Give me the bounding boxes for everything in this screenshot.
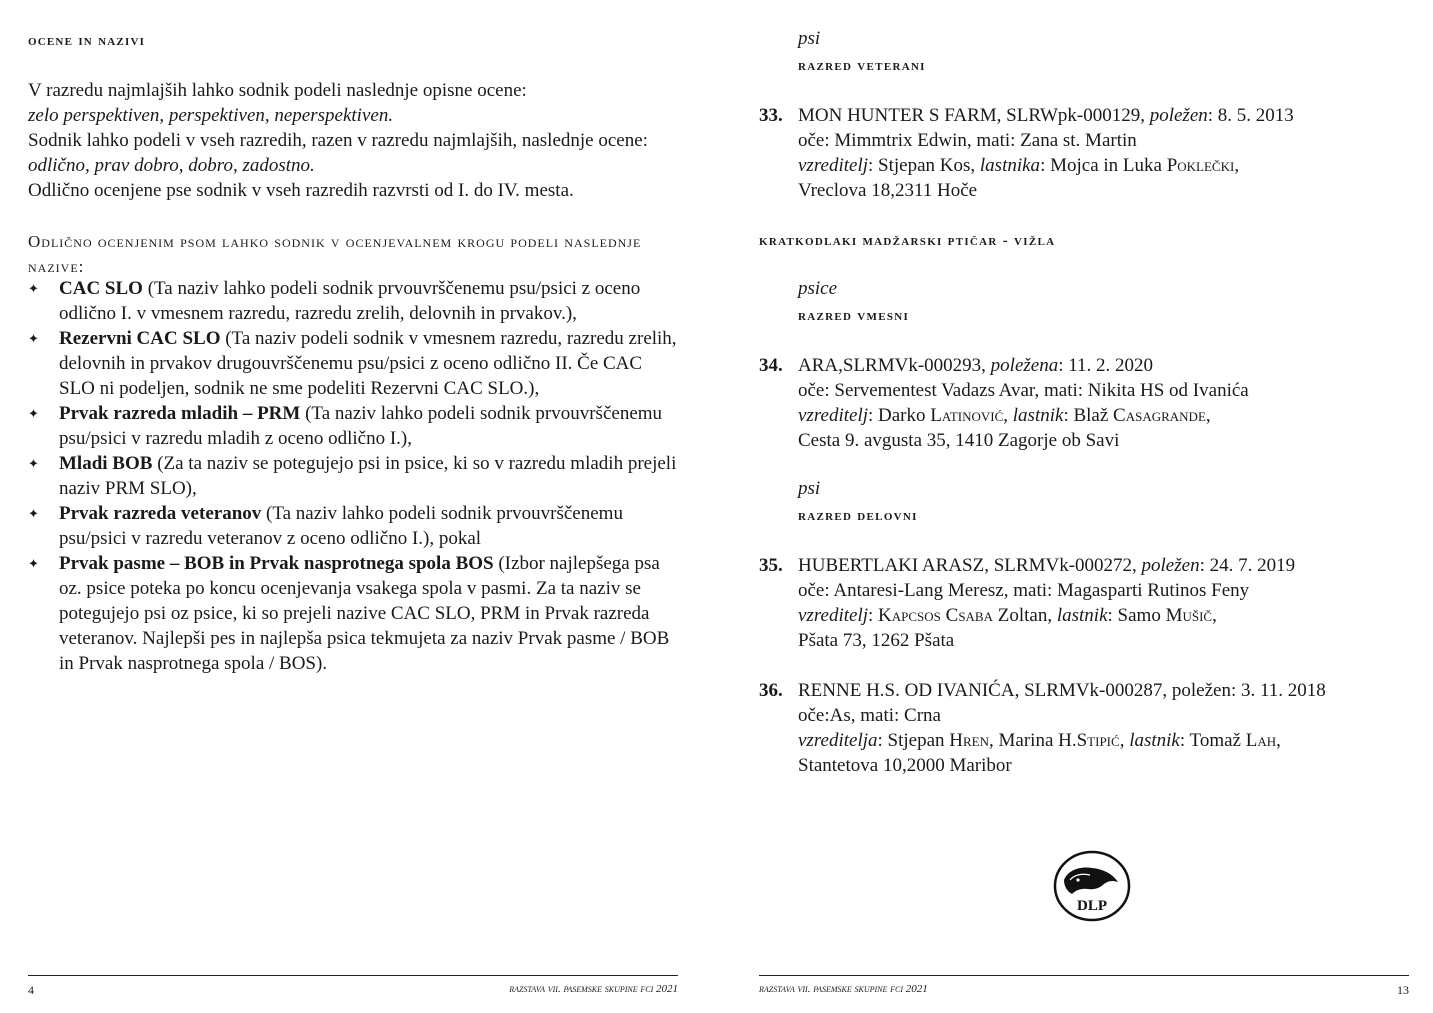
born-label: poležen	[1141, 555, 1200, 576]
breeder-surname: Latinović	[930, 405, 1004, 426]
dog-entry: 35. HUBERTLAKI ARASZ, SLRMVk-000272, poležen: 24. 7. 2019 oče: Antaresi-Lang Meresz, mati: Magasparti Rutinos Feny vzreditelj: Kapcsos Csaba Zoltan, lastnik: Samo Mušič, Pšata 73, 1262 Pšata	[759, 553, 1409, 653]
section-heading: ocene in nazivi	[28, 32, 146, 49]
title-description: (Ta naziv lahko podeli sodnik prvouvrščenemu psu/psici z oceno odlično I. v vmesnem razredu, razredu zrelih, delovnih in prvakov.),	[59, 278, 641, 324]
bullet-icon: ✦	[28, 331, 39, 346]
breeder-surname: Kapcsos Csaba	[878, 605, 993, 626]
title-name: Prvak razreda mladih – PRM	[59, 403, 301, 424]
left-page	[28, 0, 678, 1013]
dog-entry: 36. RENNE H.S. OD IVANIĆA, SLRMVk-000287, poležen: 3. 11. 2018 oče:As, mati: Crna vzreditelja: Stjepan Hren, Marina H.Stipić, lastnik: Tomaž Lah, Stantetova 10,2000 Maribor	[759, 678, 1409, 778]
address: Cesta 9. avgusta 35, 1410 Zagorje ob Savi	[798, 430, 1120, 451]
owner-surname: Mušič	[1165, 605, 1213, 626]
parents: oče: Servementest Vadazs Avar, mati: Nikita HS od Ivanića	[798, 380, 1249, 401]
list-item	[28, 451, 678, 501]
breeder-surname: Hren	[949, 730, 990, 751]
title-description: (Ta naziv lahko podeli sodnik prvouvrščenemu psu/psici v razredu veteranov z oceno odlično I.), pokal	[59, 503, 623, 549]
breeder-label: vzreditelj	[798, 405, 868, 426]
registration: , SLRWpk-000129,	[996, 105, 1150, 126]
title-name: Rezervni CAC SLO	[59, 328, 221, 349]
list-item	[28, 276, 678, 326]
breeder-label: vzreditelj	[798, 605, 868, 626]
entry-number: 33.	[759, 105, 783, 126]
class-label: razred delovni	[798, 508, 918, 524]
dog-entry: 33. MON HUNTER S FARM, SLRWpk-000129, poležen: 8. 5. 2013 oče: Mimmtrix Edwin, mati: Zana st. Martin vzreditelj: Stjepan Kos, lastnika: Mojca in Luka Poklečki, Vreclova 18,2311 Hoče	[759, 103, 1409, 203]
born-label: poležena	[990, 355, 1059, 376]
footer-text: razstava vii. pasemske skupine fci 2021	[509, 983, 678, 995]
dog-name: HUBERTLAKI ARASZ,	[798, 555, 989, 576]
list-item	[28, 501, 678, 551]
registration: SLRMVk-000287, poležen: 3. 11. 2018	[1019, 680, 1326, 701]
dog-name: MON HUNTER S FARM	[798, 105, 997, 126]
logo-text: DLP	[1077, 898, 1107, 914]
birth-date: : 11. 2. 2020	[1058, 355, 1154, 376]
owner-label: lastnik	[1012, 405, 1064, 426]
sex-label: psice	[798, 278, 838, 299]
list-item	[28, 401, 678, 451]
title-description: (Ta naziv lahko podeli sodnik prvouvrščenemu psu/psici v razredu mladih z oceno odlično I.),	[59, 403, 663, 449]
owner-surname: Lah	[1245, 730, 1277, 751]
title-name: Prvak razreda veteranov	[59, 503, 262, 524]
titles-intro: Odlično ocenjenim psom lahko sodnik v ocenjevalnem krogu podeli naslednje nazive:	[28, 232, 642, 276]
class-label: razred veterani	[798, 58, 926, 74]
breeder: : Darko	[868, 405, 931, 426]
footer-rule	[28, 975, 678, 976]
address: Pšata 73, 1262 Pšata	[798, 630, 955, 651]
birth-date: : 8. 5. 2013	[1207, 105, 1294, 126]
dog-name: ARA	[798, 355, 839, 376]
intro-paragraph	[28, 78, 648, 203]
birth-date: : 24. 7. 2019	[1199, 555, 1296, 576]
owner: : Tomaž	[1179, 730, 1246, 751]
owner-label: lastnik	[1056, 605, 1108, 626]
intro-line: zelo perspektiven, perspektiven, neperspektiven.	[28, 105, 394, 126]
breeder: : Stjepan	[877, 730, 950, 751]
intro-line: odlično, prav dobro, dobro, zadostno.	[28, 155, 315, 176]
footer-rule	[759, 975, 1409, 976]
owner: : Blaž	[1063, 405, 1114, 426]
owner: : Mojca in Luka	[1040, 155, 1167, 176]
parents: oče:As, mati: Crna	[798, 705, 941, 726]
breeder: : Stjepan Kos,	[868, 155, 980, 176]
dog-name: RENNE H.S. OD IVANIĆA,	[798, 680, 1020, 701]
breeder-surname: Stipić	[1076, 730, 1120, 751]
registration: ,SLRMVk-000293,	[838, 355, 991, 376]
breeder: , Marina H.	[989, 730, 1077, 751]
intro-line: Odlično ocenjene pse sodnik v vseh razredih razvrsti od I. do IV. mesta.	[28, 180, 574, 201]
title-description: (Za ta naziv se potegujejo psi in psice, ki so v razredu mladih prejeli naziv PRM SLO),	[59, 453, 677, 499]
address: Stantetova 10,2000 Maribor	[798, 755, 1012, 776]
parents: oče: Mimmtrix Edwin, mati: Zana st. Martin	[798, 130, 1137, 151]
owner: : Samo	[1107, 605, 1166, 626]
page-number: 4	[28, 983, 34, 997]
address: Vreclova 18,2311 Hoče	[798, 180, 978, 201]
bullet-icon: ✦	[28, 556, 39, 571]
intro-line: Sodnik lahko podeli v vseh razredih, razen v razredu najmlajših, naslednje ocene:	[28, 130, 648, 151]
title-description: (Ta naziv podeli sodnik v vmesnem razredu, razredu zrelih, delovnih in prvakov drugouvrščenemu psu/psici z oceno odlično II. Če CAC SLO ni podeljen, sodnik ne sme podeliti Rezervni CAC SLO.),	[59, 328, 677, 399]
title-name: Mladi BOB	[59, 453, 153, 474]
bullet-icon: ✦	[28, 506, 39, 521]
entry-number: 36.	[759, 680, 783, 701]
dog-entry: 34. ARA,SLRMVk-000293, poležena: 11. 2. 2020 oče: Servementest Vadazs Avar, mati: Nikita HS od Ivanića vzreditelj: Darko Latinović, lastnik: Blaž Casagrande, Cesta 9. avgusta 35, 1410 Zagorje ob Savi	[759, 353, 1409, 453]
page-number: 13	[1397, 983, 1409, 997]
born-label: poležen	[1149, 105, 1208, 126]
breed-title: kratkodlaki madžarski ptičar - vižla	[759, 233, 1056, 249]
parents: oče: Antaresi-Lang Meresz, mati: Magasparti Rutinos Feny	[798, 580, 1250, 601]
breeder-label: vzreditelja	[798, 730, 878, 751]
footer-text: razstava vii. pasemske skupine fci 2021	[759, 983, 928, 995]
title-name: Prvak pasme – BOB in Prvak nasprotnega spola BOS	[59, 553, 494, 574]
owner-surname: Poklečki	[1166, 155, 1235, 176]
entry-number: 35.	[759, 555, 783, 576]
bullet-icon: ✦	[28, 281, 39, 296]
sex-label: psi	[798, 478, 821, 499]
list-item	[28, 326, 678, 401]
registration: SLRMVk-000272,	[988, 555, 1142, 576]
titles-list	[28, 276, 678, 676]
dlp-logo-icon	[1052, 850, 1132, 922]
owner-surname: Casagrande	[1113, 405, 1206, 426]
entry-number: 34.	[759, 355, 783, 376]
breeder: Zoltan,	[993, 605, 1057, 626]
title-name: CAC SLO	[59, 278, 143, 299]
breeder-label: vzreditelj	[798, 155, 868, 176]
class-label: razred vmesni	[798, 308, 910, 324]
bullet-icon: ✦	[28, 456, 39, 471]
list-item	[28, 551, 678, 676]
owner-label: lastnik	[1129, 730, 1180, 751]
owner-label: lastnika	[979, 155, 1041, 176]
title-description: (Izbor najlepšega psa oz. psice poteka po koncu ocenjevanja vsakega spola v pasmi. Za ta naziv se potegujejo psi oz psice, ki so prejeli nazive CAC SLO, PRM in Prvak razreda veteranov. Najlepši pes in najlepša psica tekmujeta za naziv Prvak pasme / BOB in Prvak nasprotnega spola / BOS).	[59, 553, 670, 674]
intro-line: V razredu najmlajših lahko sodnik podeli naslednje opisne ocene:	[28, 80, 527, 101]
sex-label: psi	[798, 28, 821, 49]
bullet-icon: ✦	[28, 406, 39, 421]
